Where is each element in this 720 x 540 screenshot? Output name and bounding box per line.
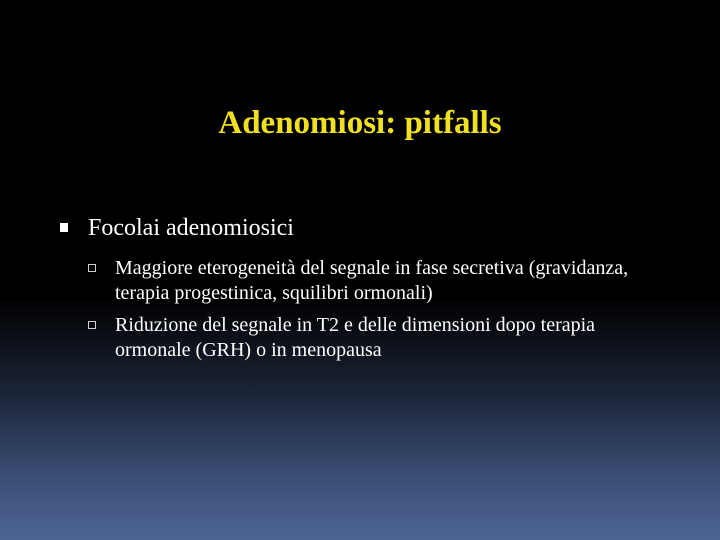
sub-bullet-text: Maggiore eterogeneità del segnale in fase secretiva (gravidanza, terapia progestinica, squilibri ormonali) — [115, 257, 629, 304]
hollow-square-bullet-icon — [88, 321, 96, 329]
sub-bullet-item — [88, 313, 648, 363]
slide-title: Adenomiosi: pitfalls — [218, 105, 502, 141]
sub-bullet-text: Riduzione del segnale in T2 e delle dimensioni dopo terapia ormonale (GRH) o in menopausa — [115, 314, 596, 361]
hollow-square-bullet-icon — [88, 264, 96, 272]
sub-bullet-list — [88, 256, 648, 370]
bullet-text: Focolai adenomiosici — [88, 215, 294, 241]
sub-bullet-item — [88, 256, 648, 306]
square-bullet-icon — [60, 223, 68, 232]
